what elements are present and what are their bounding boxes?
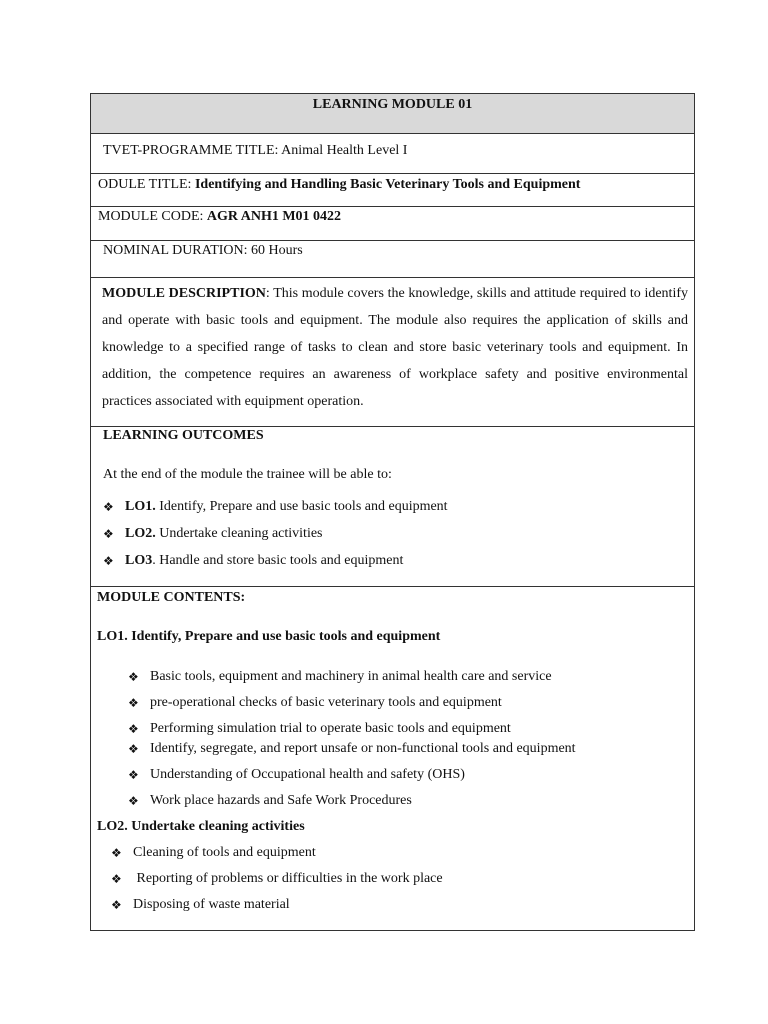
module-description-row bbox=[91, 278, 694, 427]
outcome-code: LO2. bbox=[125, 526, 156, 541]
diamond-bullet-icon: ❖ bbox=[103, 500, 114, 514]
diamond-bullet-icon: ❖ bbox=[111, 898, 122, 912]
diamond-bullet-icon: ❖ bbox=[103, 554, 114, 568]
list-item bbox=[111, 844, 694, 870]
nominal-duration: NOMINAL DURATION: 60 Hours bbox=[103, 243, 303, 258]
list-item bbox=[111, 896, 694, 922]
learning-module-table bbox=[90, 93, 695, 931]
lo2-heading: LO2. Undertake cleaning activities bbox=[97, 819, 305, 834]
diamond-bullet-icon: ❖ bbox=[128, 742, 139, 756]
diamond-bullet-icon: ❖ bbox=[103, 527, 114, 541]
content-item-text: Performing simulation trial to operate basic tools and equipment bbox=[150, 721, 511, 736]
outcome-text: Undertake cleaning activities bbox=[155, 526, 323, 541]
learning-outcomes-heading: LEARNING OUTCOMES bbox=[103, 428, 264, 443]
module-title-value: Identifying and Handling Basic Veterinary Tools and Equipment bbox=[194, 177, 581, 192]
module-code-label: MODULE CODE: bbox=[98, 209, 207, 224]
lo1-content-list bbox=[97, 668, 694, 818]
diamond-bullet-icon: ❖ bbox=[111, 846, 122, 860]
lo2-content-list bbox=[97, 844, 694, 922]
content-item-text: Identify, segregate, and report unsafe or non-functional tools and equipment bbox=[150, 741, 576, 756]
list-item bbox=[128, 792, 694, 818]
programme-title-row bbox=[91, 134, 694, 174]
list-item bbox=[103, 552, 694, 579]
list-item bbox=[128, 694, 694, 720]
content-item-text: Basic tools, equipment and machinery in animal health care and service bbox=[150, 669, 552, 684]
outcome-code: LO1. bbox=[125, 499, 156, 514]
list-item bbox=[103, 525, 694, 552]
diamond-bullet-icon: ❖ bbox=[128, 696, 139, 710]
list-item bbox=[128, 766, 694, 792]
lo1-heading: LO1. Identify, Prepare and use basic tools and equipment bbox=[97, 629, 441, 644]
content-item-text: Work place hazards and Safe Work Procedures bbox=[150, 793, 412, 808]
diamond-bullet-icon: ❖ bbox=[111, 872, 122, 886]
diamond-bullet-icon: ❖ bbox=[128, 722, 139, 736]
programme-title: TVET-PROGRAMME TITLE: Animal Health Level I bbox=[103, 143, 408, 158]
outcome-text: Identify, Prepare and use basic tools and equipment bbox=[155, 499, 448, 514]
module-description-label: MODULE DESCRIPTION bbox=[102, 286, 266, 301]
module-contents-row bbox=[91, 589, 694, 930]
diamond-bullet-icon: ❖ bbox=[128, 794, 139, 808]
list-item bbox=[111, 870, 694, 896]
module-code-row bbox=[91, 207, 694, 241]
module-title-row bbox=[91, 174, 694, 207]
content-item-text: pre-operational checks of basic veterinary tools and equipment bbox=[150, 695, 502, 710]
learning-outcomes-row bbox=[91, 427, 694, 587]
list-item bbox=[128, 668, 694, 694]
content-item-text: Cleaning of tools and equipment bbox=[133, 845, 316, 860]
content-item-text: Disposing of waste material bbox=[133, 897, 290, 912]
outcome-code: LO3 bbox=[125, 553, 153, 568]
module-description-text: : This module covers the knowledge, skills and attitude required to identify and operate with basic tools and equipment. The module also requires the application of skills and knowledge to a specified range of tasks to clean and store basic veterinary tools and equipment. In addition, the competence requires an awareness of workplace safety and positive environmental practices associated with equipment operation. bbox=[102, 286, 688, 409]
module-title-label: ODULE TITLE: bbox=[98, 177, 195, 192]
module-code-value: AGR ANH1 M01 0422 bbox=[206, 209, 342, 224]
diamond-bullet-icon: ❖ bbox=[128, 768, 139, 782]
diamond-bullet-icon: ❖ bbox=[128, 670, 139, 684]
list-item bbox=[103, 498, 694, 525]
content-item-text: Understanding of Occupational health and safety (OHS) bbox=[150, 767, 465, 782]
learning-outcomes-intro: At the end of the module the trainee will be able to: bbox=[103, 467, 392, 482]
learning-outcomes-list bbox=[103, 498, 694, 579]
outcome-text: . Handle and store basic tools and equipment bbox=[152, 553, 404, 568]
module-header-text: LEARNING MODULE 01 bbox=[312, 97, 473, 112]
module-contents-heading: MODULE CONTENTS: bbox=[97, 590, 246, 605]
module-header bbox=[91, 94, 694, 134]
list-item bbox=[128, 720, 694, 740]
nominal-duration-row bbox=[91, 241, 694, 278]
list-item bbox=[128, 740, 694, 766]
content-item-text: Reporting of problems or difficulties in the work place bbox=[133, 871, 443, 886]
